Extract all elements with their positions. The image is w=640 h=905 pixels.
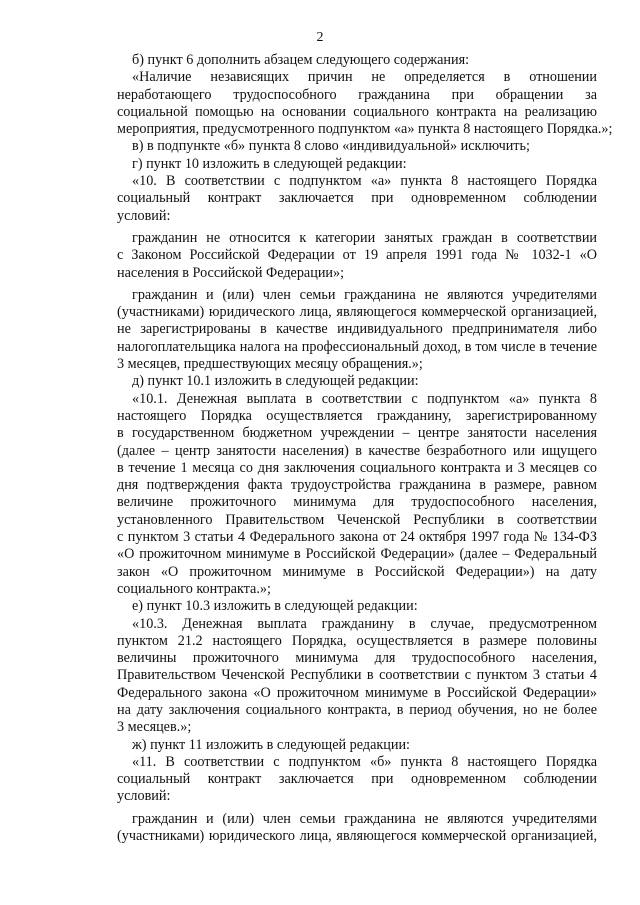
text-line: социальный контракт заключается при одновременном соблюдении xyxy=(117,771,597,788)
text-line: неработающего трудоспособного гражданина при обращении за xyxy=(117,86,597,103)
text-line: социальный контракт заключается при одновременном соблюдении xyxy=(117,190,597,207)
text-line: не зарегистрированы в качестве индивидуального предпринимателя либо xyxy=(117,321,597,338)
text-line: «10.3. Денежная выплата гражданину в случае, предусмотренном xyxy=(132,615,597,632)
text-line: (участниками) юридического лица, являющегося коммерческой организацией, xyxy=(117,304,597,321)
text-line: величине прожиточного минимума для трудоспособного населения, xyxy=(117,494,597,511)
text-line: налогоплательщика налога на профессиональный доход, в том числе в течение xyxy=(117,338,597,355)
text-line: гражданин не относится к категории занятых граждан в соответствии xyxy=(132,229,597,246)
text-line: социального контракта.»; xyxy=(117,580,271,597)
text-line: «Наличие независящих причин не определяется в отношении xyxy=(132,69,597,86)
text-line: гражданин и (или) член семьи гражданина не являются учредителями xyxy=(132,810,597,827)
text-line: ж) пункт 11 изложить в следующей редакции: xyxy=(132,736,410,753)
document-body xyxy=(117,52,613,845)
text-line: социальной помощью на основании социального контракта на реализацию xyxy=(117,103,597,120)
text-line: настоящего Порядка осуществляется гражданину, зарегистрированному xyxy=(117,407,597,424)
text-line: населения в Российской Федерации»; xyxy=(117,264,345,281)
text-line: «11. В соответствии с подпунктом «б» пункта 8 настоящего Порядка xyxy=(132,753,597,770)
text-line: в течение 1 месяца со дня заключения социального контракта и 3 месяцев со xyxy=(117,459,597,476)
text-line: пунктом 21.2 настоящего Порядка, осуществляется в размере половины xyxy=(117,632,597,649)
text-line: в) в подпункте «б» пункта 8 слово «индивидуальной» исключить; xyxy=(132,138,530,155)
text-line: величины прожиточного минимума для трудоспособного населения, xyxy=(117,650,597,667)
text-line: в государственном бюджетном учреждении – центре занятости населения xyxy=(117,425,597,442)
text-line: условий: xyxy=(117,207,171,224)
text-line: гражданин и (или) член семьи гражданина не являются учредителями xyxy=(132,286,597,303)
text-line: «10. В соответствии с подпунктом «а» пункта 8 настоящего Порядка xyxy=(132,173,597,190)
text-line: б) пункт 6 дополнить абзацем следующего содержания: xyxy=(132,52,470,68)
text-line: установленного Правительством Чеченской Республики в соответствии xyxy=(117,511,597,528)
page-number: 2 xyxy=(316,30,324,45)
text-line: 3 месяцев.»; xyxy=(117,719,192,736)
text-line: с пунктом 3 статьи 4 Федерального закона от 24 октября 1997 года № 134-ФЗ xyxy=(117,529,597,546)
text-line: мероприятия, предусмотренного подпунктом «а» пункта 8 настоящего Порядка.»; xyxy=(117,121,613,138)
text-line: с Законом Российской Федерации от 19 апреля 1991 года № 1032-1 «О xyxy=(117,247,597,264)
text-line: 3 месяцев, предшествующих месяцу обращения.»; xyxy=(117,356,423,373)
text-line: г) пункт 10 изложить в следующей редакции: xyxy=(132,155,407,172)
text-line: Правительством Чеченской Республики в соответствии с пунктом 3 статьи 4 xyxy=(117,667,597,684)
text-line: «10.1. Денежная выплата в соответствии с подпунктом «а» пункта 8 xyxy=(132,390,597,407)
text-line: условий: xyxy=(117,788,171,805)
text-line: (участниками) юридического лица, являющегося коммерческой организацией, xyxy=(117,828,597,845)
text-line: (далее – центр занятости населения) в качестве безработного или ищущего xyxy=(117,442,597,459)
text-line: д) пункт 10.1 изложить в следующей редакции: xyxy=(132,373,419,390)
text-line: Федерального закона «О прожиточном минимуме в Российской Федерации» xyxy=(117,684,597,701)
text-line: дня подтверждения факта трудоустройства гражданина в размере, равном xyxy=(117,477,597,494)
text-line: на дату заключения социального контракта, в период обучения, но не более xyxy=(117,701,597,718)
text-line: закон «О прожиточном минимуме в Российской Федерации») на дату xyxy=(117,563,597,580)
text-line: «О прожиточном минимуме в Российской Федерации» (далее – Федеральный xyxy=(117,546,597,563)
text-line: е) пункт 10.3 изложить в следующей редакции: xyxy=(132,598,418,615)
